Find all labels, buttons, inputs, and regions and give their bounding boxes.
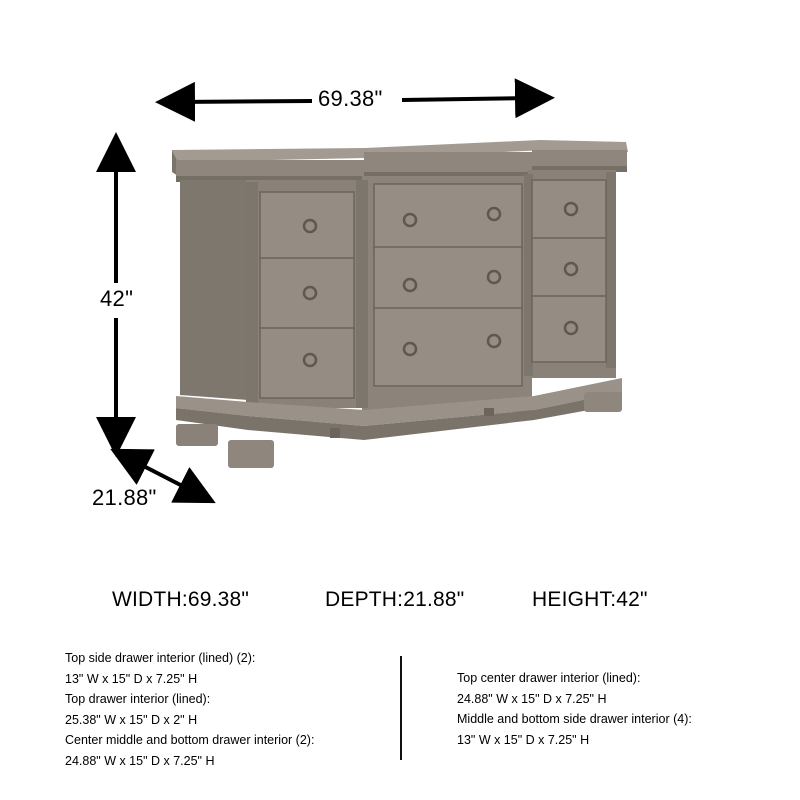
depth-dimension-label: 21.88" [92,485,157,510]
drawer-specs-right [457,668,692,750]
height-summary: HEIGHT:42" [532,588,648,611]
spec-line: 13" W x 15" D x 7.25" H [457,732,590,747]
spec-line: 24.88" W x 15" D x 7.25" H [65,753,215,768]
spec-line: 25.38" W x 15" D x 2" H [65,712,198,727]
dresser [172,140,628,468]
spec-line: Top center drawer interior (lined): [457,671,641,685]
column-divider [400,656,402,760]
width-dimension-label: 69.38" [318,86,383,111]
spec-line: Center middle and bottom drawer interior (2): [65,733,315,748]
spec-line: Top side drawer interior (lined) (2): [65,651,256,665]
drawer-specs-left [65,648,314,772]
depth-summary: DEPTH:21.88" [325,588,465,611]
height-dimension-label: 42" [100,286,134,311]
spec-line: 13" W x 15" D x 7.25" H [65,671,198,686]
spec-line: Top drawer interior (lined): [65,692,211,707]
spec-line: Middle and bottom side drawer interior (4): [457,712,692,727]
width-summary: WIDTH:69.38" [112,588,250,611]
spec-line: 24.88" W x 15" D x 7.25" H [457,691,607,706]
